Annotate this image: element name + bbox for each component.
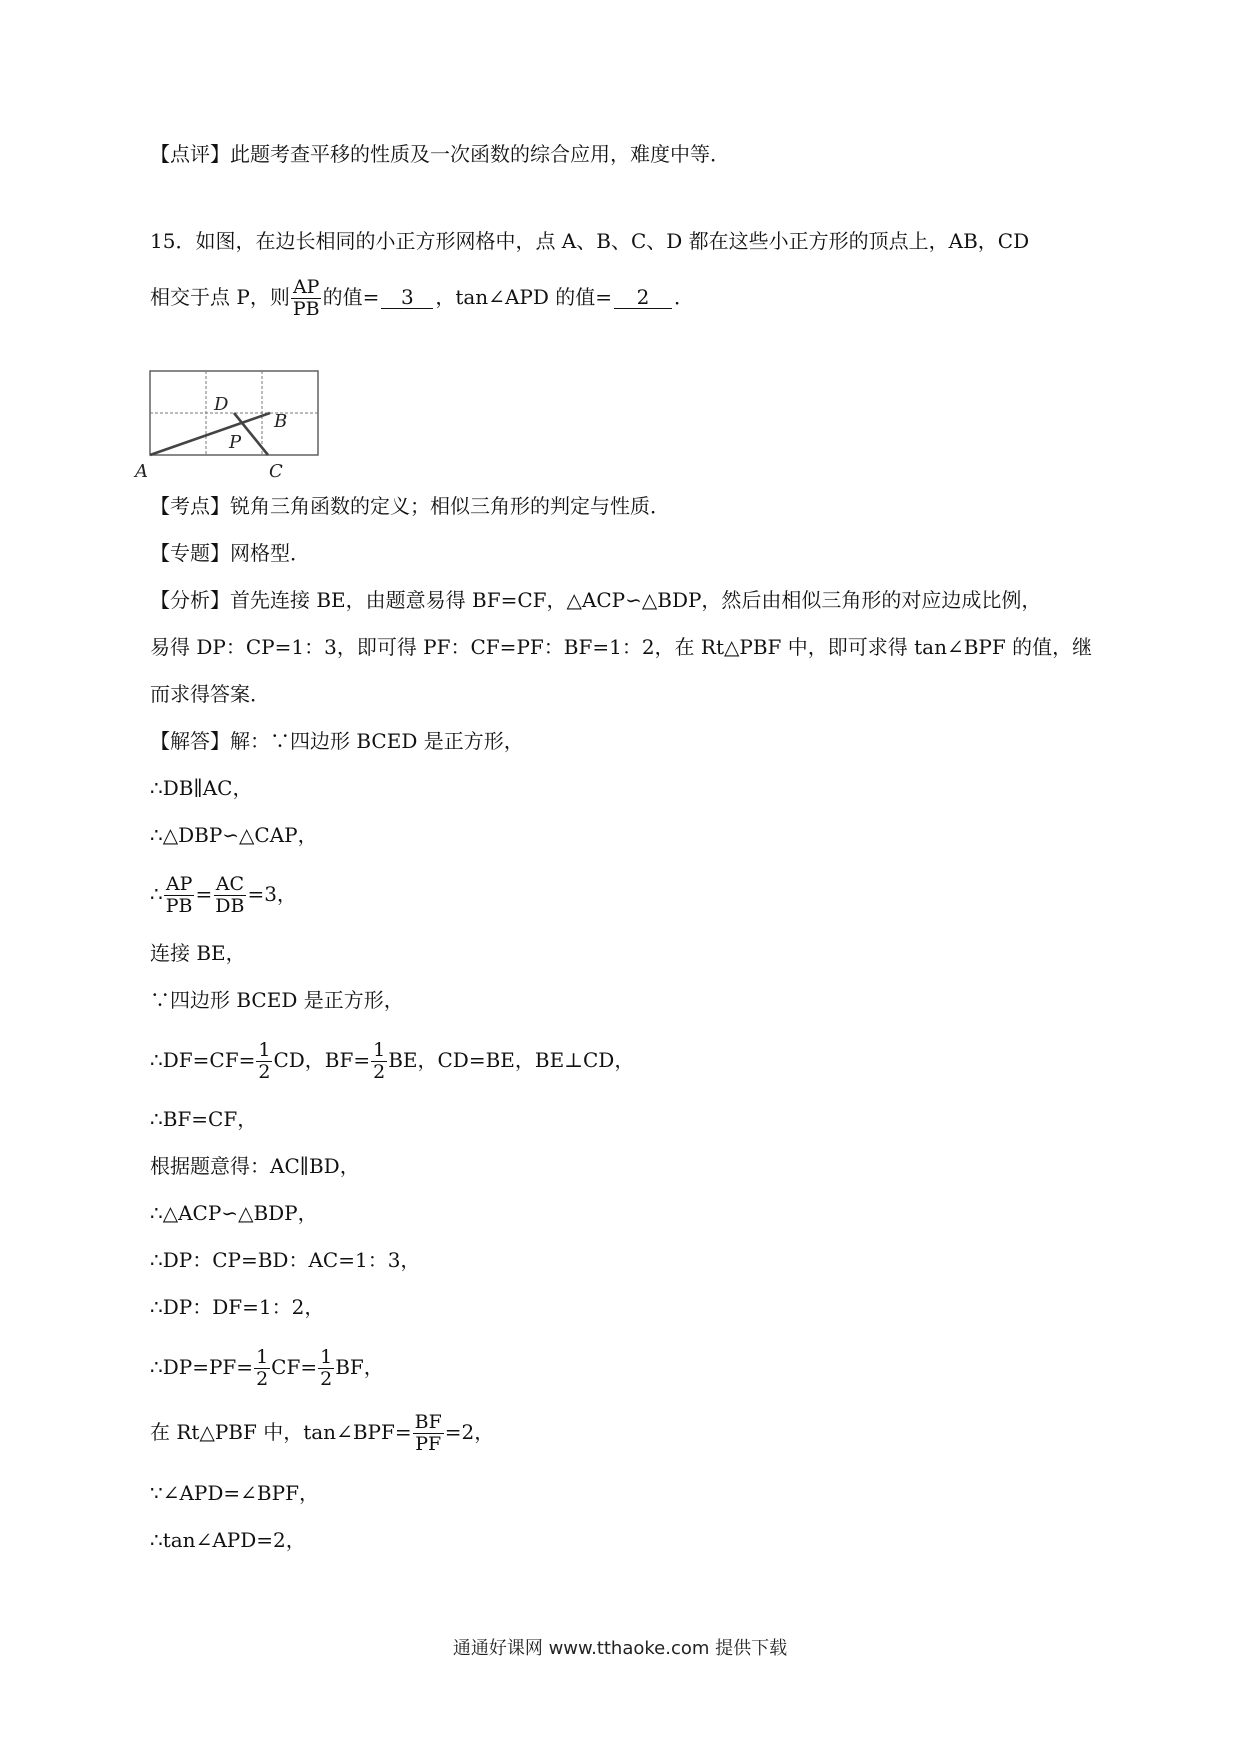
fraction-denominator: PF [415,1433,442,1455]
fraction-numerator: BF [414,1411,442,1433]
text: ∴DF=CF= [150,1048,256,1072]
text: = [195,882,213,906]
kaodian-line: 【考点】锐角三角函数的定义；相似三角形的判定与性质． [150,494,670,518]
fraction-denominator: DB [215,895,245,917]
answer-blank-1: 3 [381,286,433,309]
solution-line-8: ∴BF=CF， [150,1107,258,1131]
analysis-line-3: 而求得答案． [150,682,270,706]
problem-text-mid: 的值= [322,285,380,309]
fraction-ap-pb [291,277,322,320]
fraction-denominator: PB [165,895,193,917]
fraction [371,1040,387,1083]
analysis-line-1: 【分析】首先连接 BE，由题意易得 BF=CF，△ACP∽△BDP，然后由相似三角形的对应边成比例， [150,588,1042,612]
solution-line-11: ∴DP：CP=BD：AC=1：3， [150,1248,421,1272]
solution-line-10: ∴△ACP∽△BDP， [150,1201,318,1225]
problem-line-1: 15．如图，在边长相同的小正方形网格中，点 A、B、C、D 都在这些小正方形的顶点上，AB，CD [150,229,1030,253]
fraction-denominator: 2 [320,1368,333,1390]
fraction [256,1040,272,1083]
solution-line-3: ∴△DBP∽△CAP， [150,823,318,847]
text: CD，BF= [273,1048,371,1072]
solution-line-13 [150,1347,384,1390]
solution-line-4 [150,874,297,917]
solution-line-1: 【解答】解：∵四边形 BCED 是正方形， [150,729,524,753]
zhuanti-line: 【专题】网格型． [150,541,310,565]
label-d: D [214,394,229,415]
text: =3， [247,882,297,906]
solution-line-16: ∴tan∠APD=2， [150,1528,306,1552]
solution-line-7 [150,1040,634,1083]
fraction-numerator: 1 [258,1039,271,1061]
fraction-numerator: 1 [320,1346,333,1368]
fraction-numerator: AP [165,873,193,895]
label-c: C [269,461,283,482]
text: CF= [271,1355,318,1379]
solution-line-2: ∴DB∥AC， [150,776,253,800]
problem-text-mid2: ，tan∠APD 的值= [435,285,612,309]
text: =2， [444,1420,495,1444]
text: ∴ [150,882,163,906]
fraction [164,874,195,917]
text: ∴DP=PF= [150,1355,254,1379]
fraction [213,874,246,917]
analysis-line-2: 易得 DP：CP=1：3，即可得 PF：CF=PF：BF=1：2，在 Rt△PBF 中，即可求得 tan∠BPF 的值，继 [150,635,1093,659]
solution-line-5: 连接 BE， [150,941,246,965]
fraction-denominator: 2 [258,1061,271,1083]
page-footer: 通通好课网 www.tthaoke.com 提供下载 [452,1638,788,1659]
solution-line-6: ∵四边形 BCED 是正方形， [150,988,404,1012]
text: 在 Rt△PBF 中，tan∠BPF= [150,1420,412,1444]
fraction [413,1412,444,1455]
problem-line-2 [150,277,694,320]
comment-line: 【点评】此题考查平移的性质及一次函数的综合应用，难度中等． [150,142,730,166]
solution-line-14 [150,1412,494,1455]
fraction-numerator: AP [292,276,320,298]
problem-text-end: ． [674,285,694,309]
label-p: P [229,432,242,453]
fraction-denominator: 2 [373,1061,386,1083]
solution-line-12: ∴DP：DF=1：2， [150,1295,325,1319]
text: BE，CD=BE，BE⊥CD， [388,1048,635,1072]
answer-blank-2: 2 [614,286,672,309]
label-b: B [274,411,288,432]
fraction [318,1347,334,1390]
fraction [254,1347,270,1390]
fraction-numerator: 1 [373,1039,386,1061]
fraction-numerator: AC [215,873,244,895]
label-a: A [135,461,148,482]
problem-text-pre: 相交于点 P，则 [150,285,290,309]
fraction-denominator: PB [292,298,320,320]
text: BF， [335,1355,384,1379]
fraction-numerator: 1 [256,1346,269,1368]
grid-figure [135,366,326,482]
fraction-denominator: 2 [256,1368,269,1390]
solution-line-9: 根据题意得：AC∥BD， [150,1154,360,1178]
solution-line-15: ∵∠APD=∠BPF， [150,1481,319,1505]
